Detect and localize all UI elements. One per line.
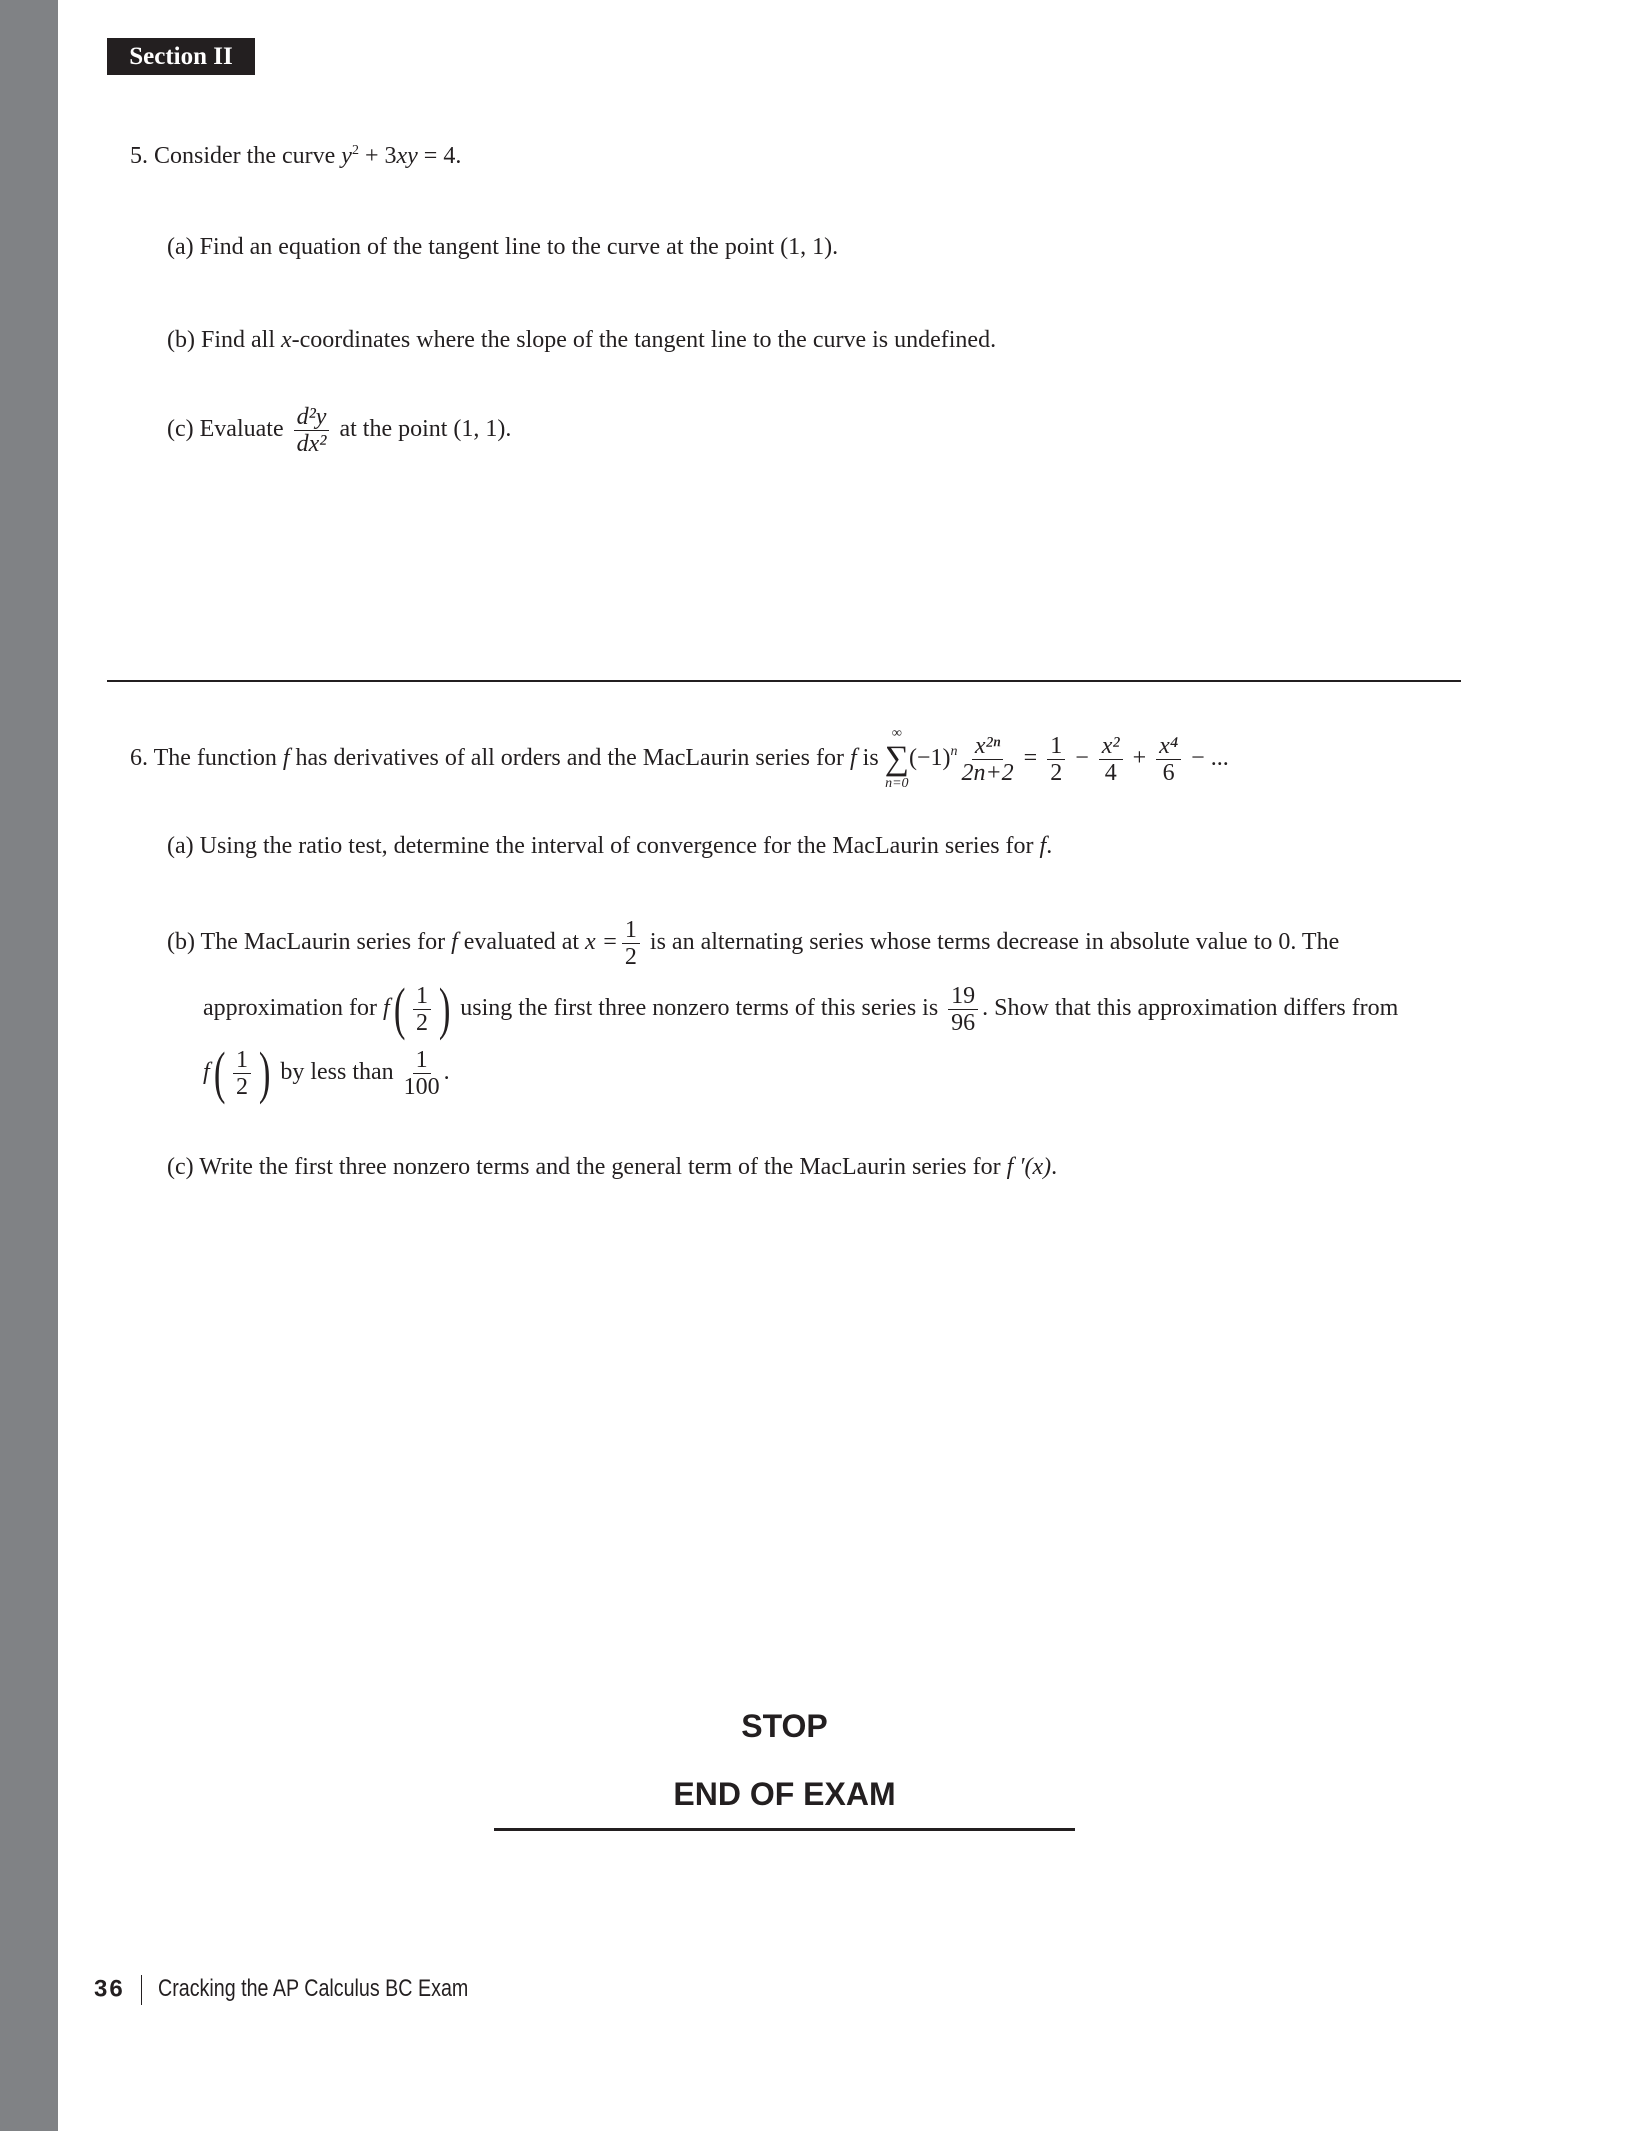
q6-part-b-line2 [203, 976, 1399, 1042]
t: + [1126, 745, 1153, 771]
end-divider [494, 1828, 1075, 1831]
t: . [1051, 1154, 1058, 1180]
second-derivative-fraction [294, 404, 330, 457]
eq-y: y [341, 143, 352, 169]
t: f [1039, 833, 1047, 859]
t: (c) Write the first three nonzero terms and the general term of the MacLaurin series for [167, 1154, 1007, 1180]
den: 2 [624, 943, 637, 970]
t: f [451, 929, 458, 955]
den: 6 [1162, 759, 1175, 786]
den: 4 [1104, 759, 1117, 786]
t: -coordinates where the slope of the tangent line to the curve is undefined. [291, 327, 997, 353]
t: f [382, 995, 390, 1021]
divider [107, 680, 1461, 682]
t: − [1069, 745, 1095, 771]
q5-part-b [167, 325, 996, 355]
frac [1047, 733, 1065, 786]
frac [1099, 733, 1123, 786]
num: d²y [294, 404, 330, 431]
sum-top: ∞ [891, 726, 902, 742]
t: 6. The function [130, 745, 283, 771]
t: (b) Find all [167, 327, 281, 353]
frac [948, 983, 978, 1036]
num: 1 [1047, 733, 1065, 760]
frac [413, 983, 431, 1036]
t: f ′(x) [1006, 1154, 1052, 1180]
t: (a) Using the ratio test, determine the interval of convergence for the MacLaurin series for [167, 833, 1040, 859]
sum-symbol: ∑ [884, 740, 909, 778]
t: by less than [274, 1059, 394, 1085]
q5-stem-text: 5. Consider the curve [130, 143, 342, 169]
den: 100 [403, 1073, 440, 1100]
eq-xy: xy [396, 143, 418, 169]
frac [233, 1047, 251, 1100]
t: x = [585, 929, 618, 955]
q5-stem: 5. Consider the curve $y^2 + 3xy = 4$. [130, 143, 462, 169]
den: 2n+2 [961, 759, 1014, 786]
t: is [856, 745, 885, 771]
eq-part: = 4. [417, 143, 462, 169]
t: . [443, 1059, 450, 1085]
page-number: 36 [94, 1975, 125, 2003]
t: at the point (1, 1). [339, 416, 512, 443]
t: using the first three nonzero terms of this series is [454, 995, 939, 1021]
t: (−1) [908, 745, 951, 771]
t: . [1046, 833, 1053, 859]
t: n [950, 744, 958, 759]
den: 96 [951, 1009, 976, 1036]
end-of-exam-label: END OF EXAM [673, 1776, 896, 1812]
t: evaluated at [457, 929, 586, 955]
den: 2 [1050, 759, 1063, 786]
den: 2 [415, 1009, 428, 1036]
num: 1 [413, 983, 431, 1010]
footer [94, 1975, 537, 2005]
paren: ( $\frac{1}{2}$ ) [393, 976, 451, 1042]
num: x²ⁿ [972, 733, 1003, 760]
num: x⁴ [1156, 733, 1181, 760]
num: 1 [233, 1047, 251, 1074]
sum-bottom: n=0 [885, 776, 909, 792]
section-label: Section II [107, 38, 255, 75]
page-side-bar [0, 0, 58, 2131]
footer-separator [141, 1975, 143, 2005]
num: 1 [622, 917, 640, 944]
t: (c) Evaluate [167, 416, 284, 443]
num: x² [1099, 733, 1123, 760]
q5-part-a: (a) Find an equation of the tangent line to the curve at the point (1, 1). [167, 234, 839, 260]
t: f [282, 745, 290, 771]
t: f [850, 745, 857, 771]
frac [404, 1047, 440, 1100]
t: x [281, 327, 292, 353]
t: approximation for [203, 995, 383, 1021]
den: dx² [296, 431, 327, 457]
t: . Show that this approximation differs from [982, 995, 1399, 1021]
t: is an alternating series whose terms decrease in absolute value to 0. The [643, 929, 1340, 955]
summation [885, 726, 909, 792]
stop-label: STOP [741, 1708, 828, 1744]
book-title: Cracking the AP Calculus BC Exam [158, 1975, 469, 2003]
q6-part-a [167, 831, 1052, 861]
q6-stem [130, 720, 1229, 792]
q6-part-b-line1 [167, 912, 1339, 972]
frac [622, 917, 640, 970]
eq-part: + 3 [358, 143, 397, 169]
frac [1156, 733, 1181, 786]
t: has derivatives of all orders and the MacLaurin series for [289, 745, 850, 771]
q6-part-b-line3 [203, 1040, 450, 1106]
paren: ( $\frac{1}{2}$ ) [213, 1040, 271, 1106]
q5-part-c [167, 404, 511, 457]
num: 1 [413, 1047, 431, 1074]
num: 19 [948, 983, 978, 1010]
t: = [1017, 745, 1044, 771]
t: f [203, 1059, 210, 1085]
term-fraction [961, 733, 1013, 786]
q6-part-c [167, 1152, 1057, 1182]
den: 2 [236, 1073, 248, 1100]
t: − ... [1185, 745, 1229, 771]
t: (b) The MacLaurin series for [167, 929, 452, 955]
